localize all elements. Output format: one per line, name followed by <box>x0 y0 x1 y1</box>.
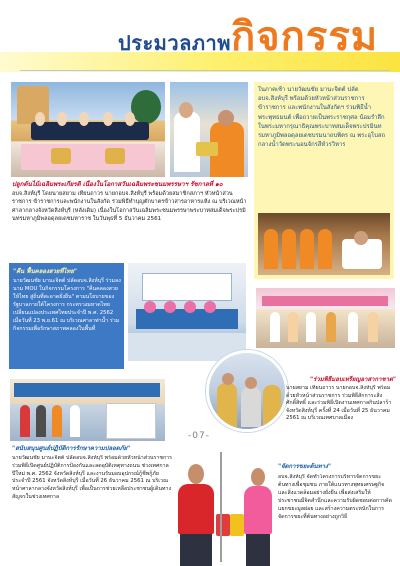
header-divider <box>20 70 390 71</box>
article-2-body: ในภาคเช้า นายวัฒนชัย มานะจิตต์ ปลัดอบจ.สิงห์บุรี พร้อมด้วยหัวหน้าส่วนราชการ ข้าราชการ และพนักงานในสังกัดฯ ร่วมพิธีน้ำพระพุทธมนต์ เพื่อถวายเป็นพระราชกุศล น้อมรำลึกในพระมหากรุณาธิคุณพระบาทสมเด็จพระปรมินทรมหาภูมิพลอดุลยเดชบรมนาถบพิตร ณ พระอุโบสถกลางน้ำวัดพระนอนจักรสีห์วรวิหาร <box>258 87 386 149</box>
photo-monk-ceremony <box>11 82 165 177</box>
article-3-body: นายวัฒนชัย มานะจิตต์ ปลัดอบจ.สิงห์บุรี ร่วมลงนาม MOU ในกิจกรรมโครงการ "คืนคลองสวยให้ไทย สู่ถิ่นที่สะอาดยั่งยืน" ตามนโยบายของรัฐบาลภายใต้โครงการ กระทรวงมหาดไทยเปลี่ยนแปลงประเทศไทยประจำปี พ.ศ. 2562 เมื่อวันที่ 23 พ.ย.61 ณ บริเวณศาลาท่าน้ำ ร่วมกิจกรรมเพื่อรักษาสภาพคลองในพื้นที่ <box>13 278 121 332</box>
article-3-caption: "คืน ฟื้นคลองสวยที่ไทย" <box>13 268 78 275</box>
article-6-caption: "จัดการขยะต้นทาง" <box>278 463 331 470</box>
photo-alms-giving <box>170 82 248 177</box>
article-1-caption: ปลูกต้นไม้เฉลิมพระเกียรติ เนื่องในโอกาสวันเฉลิมพระชนมพรรษาฯ รัชกาลที่ ๑๐ <box>12 181 223 188</box>
article-6-body: อบจ.สิงห์บุรี จัดทำโครงการบริหารจัดการขยะต้นทางเพื่อชุมชน ภายใต้แนวทางพุทธเศรษฐกิจ และสิ่งแวดล้อมอย่างยั่งยืน เพื่อส่งเสริมให้ประชาชนมีจิตสำนึกและความรับผิดชอบต่อการคัดแยกขยะมูลฝอย และสร้างความตระหนักในการจัดการขยะที่ต้นทางอย่างถูกวิธี <box>278 474 392 520</box>
article-4-body: นายสยาม เทียนถาวร นายกอบจ.สิงห์บุรี พร้อมด้วยหัวหน้าส่วนราชการ ร่วมพิธีสักการะสิ่งศักดิ์สิทธิ์ และร่วมพิธีเปิดงานเทศกาลกินปลาร้าจังหวัดสิงห์บุรี ครั้งที่ 24 เมื่อวันที่ 25 ธันวาคม 2561 ณ บริเวณเทศบาลเมือง <box>286 385 392 422</box>
article-1-body: อบจ.สิงห์บุรี โดยนายสยาม เทียนถาวร นายกอบจ.สิงห์บุรี พร้อมด้วยสมาชิกสภาฯ หัวหน้าส่วนราชการ ข้าราชการและพนักงานในสังกัด ร่วมพิธีทำบุญตักบาตรข้าวสารอาหารแห้ง ณ บริเวณหน้าศาลากลางจังหวัดสิงห์บุรี (หลังเดิม) เนื่องในโอกาสวันเฉลิมพระชนมพรรษาพระบาทสมเด็จพระปรมินทรมหาภูมิพลอดุลยเดชมหาราช ในวันพุธที่ 5 ธันวาคม 2561 <box>12 191 247 223</box>
header-title-big: กิจกรรม <box>230 14 379 60</box>
page-number: -07- <box>188 431 210 441</box>
photo-rescue-center <box>10 379 165 441</box>
photo-mou-signing <box>128 263 246 361</box>
photo-circle-officials <box>206 350 288 432</box>
article-5-body: นายวัฒนชัย มานะจิตต์ ปลัดอบจ.สิงห์บุรี พร้อมด้วยหัวหน้าส่วนราชการ ร่วมพิธีเปิดศูนย์ปฏิบัติการป้องกันและลดอุบัติเหตุทางถนน ช่วงเทศกาลปีใหม่ พ.ศ. 2562 จังหวัดสิงห์บุรี และงานรับมอบอุปกรณ์กู้ชีพกู้ภัย ประจำปี 2561 จังหวัดสิงห์บุรี เมื่อวันที่ 26 ธันวาคม 2561 ณ บริเวณหน้าศาลากลางจังหวัดสิงห์บุรี เพื่อเป็นการช่วยเหลือประชาชนผู้เดินทางสัญจรในช่วงเทศกาล <box>12 455 172 500</box>
photo-waste-bins <box>176 450 276 566</box>
photo-monks-hall <box>258 213 390 275</box>
photo-festival-opening <box>256 288 395 348</box>
article-4-caption: "ร่วมพิธีมอบเหรียญอาสากาชาด" <box>310 376 396 383</box>
header-title <box>118 4 398 64</box>
article-5-caption: "สนับสนุนศูนย์ปฏิบัติการรักษาความปลอดภัย" <box>12 445 131 452</box>
header-title-small: ประมวลภาพ <box>118 31 231 55</box>
